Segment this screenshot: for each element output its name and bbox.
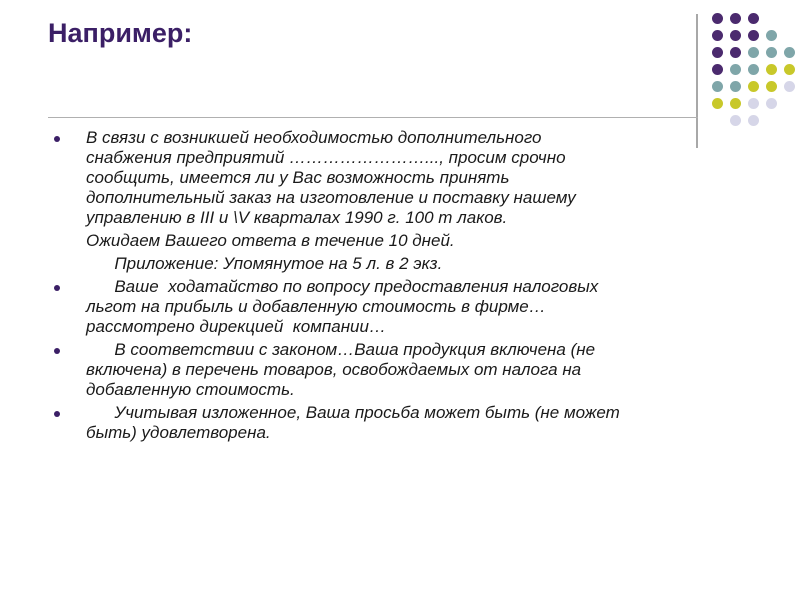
- decor-dot: [730, 81, 741, 92]
- decor-dot: [784, 64, 795, 75]
- decor-dot: [784, 81, 795, 92]
- decor-dot: [766, 81, 777, 92]
- attachment-line: [54, 254, 754, 274]
- decor-dot: [712, 13, 723, 24]
- decor-dot: [712, 64, 723, 75]
- slide-title: Например:: [48, 18, 193, 48]
- followup-line: [54, 231, 754, 251]
- decor-dot: [730, 30, 741, 41]
- bullet-icon: [54, 136, 60, 142]
- decor-dot: [748, 47, 759, 58]
- decor-dot: [730, 64, 741, 75]
- decor-dot: [712, 98, 723, 109]
- paragraph-text: Учитывая изложенное, Ваша просьба может быть (не может быть) удовлетворена.: [86, 403, 620, 442]
- decor-dot: [766, 64, 777, 75]
- bullet-icon: [54, 348, 60, 354]
- list-item: [54, 403, 754, 443]
- decor-dot: [730, 115, 741, 126]
- bullet-icon: [54, 411, 60, 417]
- decor-dot: [730, 47, 741, 58]
- decor-dot: [766, 47, 777, 58]
- horizontal-divider: [48, 117, 698, 118]
- decor-dot: [748, 115, 759, 126]
- decor-dot: [712, 30, 723, 41]
- paragraph-text: Ожидаем Вашего ответа в течение 10 дней.: [86, 231, 455, 250]
- list-item: [54, 340, 754, 400]
- decor-dot: [766, 30, 777, 41]
- decor-dot: [748, 13, 759, 24]
- list-item: [54, 277, 754, 337]
- decor-dot: [748, 30, 759, 41]
- decor-dot: [712, 81, 723, 92]
- decor-dot: [784, 47, 795, 58]
- decor-dot: [748, 98, 759, 109]
- decor-dot: [748, 64, 759, 75]
- decor-dot: [748, 81, 759, 92]
- decor-dot: [766, 98, 777, 109]
- decor-dot: [712, 47, 723, 58]
- paragraph-text: В соответствии с законом…Ваша продукция включена (не включена) в перечень товаров, освобождаемых от налога на добавленную стоимость.: [86, 340, 596, 399]
- decorative-dot-grid: [706, 10, 796, 130]
- paragraph-text: Ваше ходатайство по вопросу предоставления налоговых льгот на прибыль и добавленную стоимость в фирме… рассмотрено дирекцией компании…: [86, 277, 599, 336]
- paragraph-text: Приложение: Упомянутое на 5 л. в 2 экз.: [86, 254, 443, 273]
- slide-body: [54, 128, 754, 443]
- decor-dot: [730, 13, 741, 24]
- decor-dot: [730, 98, 741, 109]
- paragraph-text: В связи с возникшей необходимостью дополнительного снабжения предприятий ……………………..., просим срочно сообщить, имеется ли у Вас возможность принять дополнительный заказ на изготовление и поставку нашему управлению в III и \V кварталах 1990 г. 100 т лаков.: [86, 128, 576, 227]
- bullet-icon: [54, 285, 60, 291]
- list-item: [54, 128, 754, 228]
